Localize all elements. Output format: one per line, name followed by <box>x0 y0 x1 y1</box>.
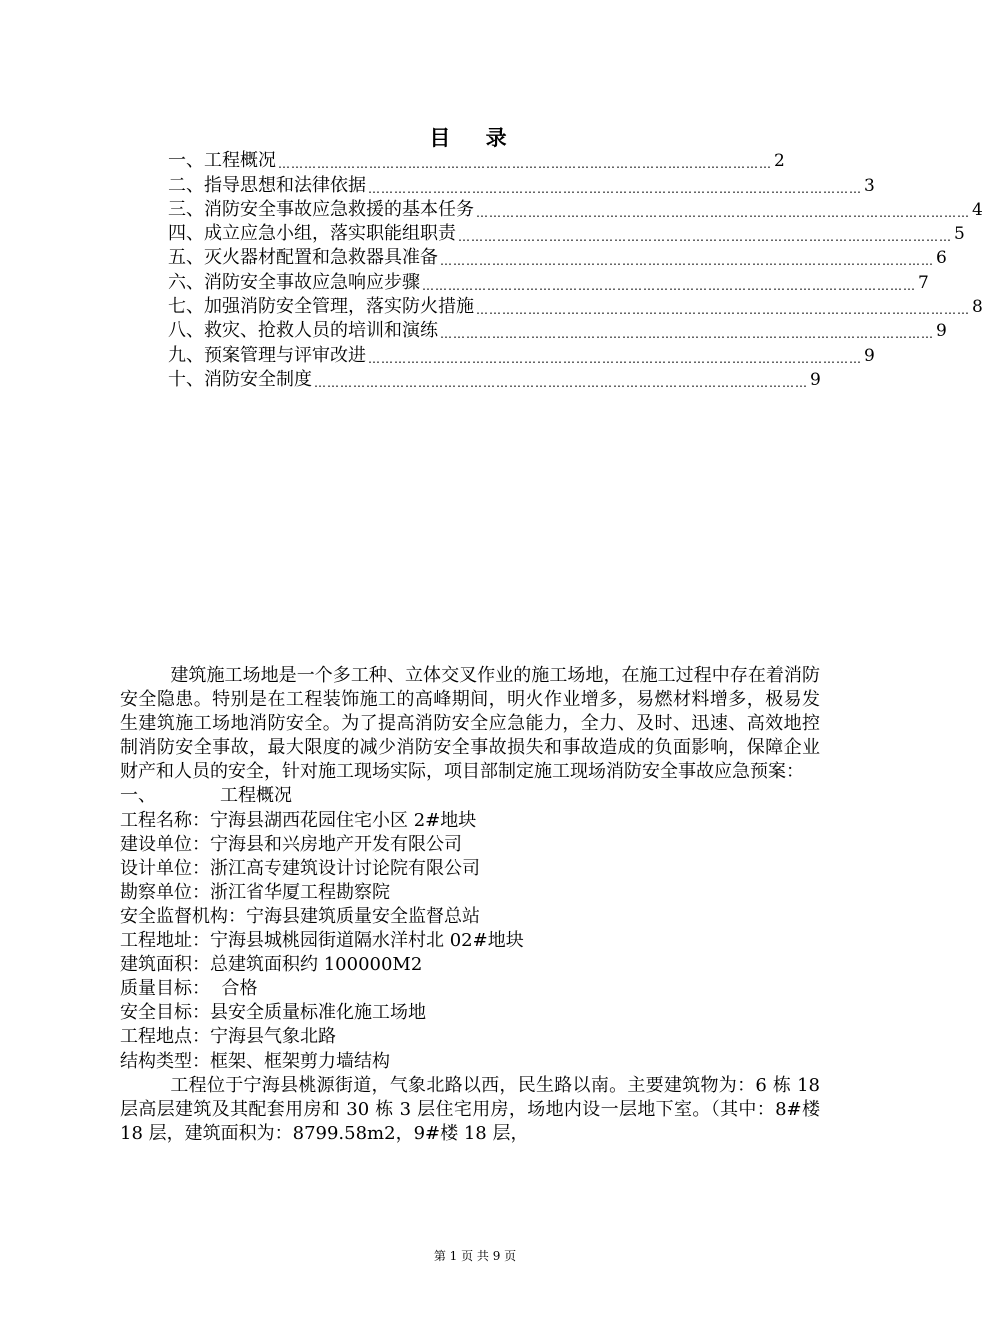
toc-item-label: 五、灭火器材配置和急救器具准备 <box>168 247 438 269</box>
toc-item-page: 8 <box>972 297 983 318</box>
toc-leader-dots: …………………………………………………………………………………………………… <box>440 327 934 342</box>
toc-item[interactable] <box>168 269 929 293</box>
info-value: 宁海县城桃园街道隔水洋村北 02#地块 <box>210 930 524 952</box>
info-line-designer <box>120 857 820 881</box>
info-label: 建设单位： <box>120 833 210 855</box>
toc-item[interactable] <box>168 172 875 196</box>
toc-leader-dots: …………………………………………………………………………………………………… <box>476 205 970 220</box>
toc-leader-dots: …………………………………………………………………………………………………… <box>368 351 862 366</box>
toc-item-page: 6 <box>936 248 947 269</box>
toc-leader-dots: …………………………………………………………………………………………………… <box>368 181 862 196</box>
info-value: 总建筑面积约 100000M2 <box>210 954 423 976</box>
toc-item[interactable] <box>168 342 875 366</box>
toc-item-page: 9 <box>936 321 947 342</box>
toc-leader-dots: …………………………………………………………………………………………………… <box>476 303 970 318</box>
info-line-safety-supervisor <box>120 905 820 929</box>
info-label: 工程地点： <box>120 1026 210 1048</box>
toc-item[interactable] <box>168 197 983 221</box>
toc-item-label: 二、指导思想和法律依据 <box>168 174 366 196</box>
toc-item[interactable] <box>168 318 947 342</box>
toc-item[interactable] <box>168 294 983 318</box>
info-label: 安全监督机构： <box>120 905 246 927</box>
toc-item-label: 七、加强消防安全管理，落实防火措施 <box>168 296 474 318</box>
info-value: 宁海县建筑质量安全监督总站 <box>246 905 480 927</box>
section-title: 工程概况 <box>220 785 292 807</box>
toc-item-page: 9 <box>864 345 875 366</box>
info-line-project-name <box>120 809 820 833</box>
toc-item[interactable] <box>168 367 821 391</box>
info-value: 浙江高专建筑设计讨论院有限公司 <box>210 857 480 879</box>
info-value: 合格 <box>210 978 258 1000</box>
info-label: 安全目标： <box>120 1002 210 1024</box>
document-body <box>120 664 820 1146</box>
toc-item-page: 2 <box>774 151 785 172</box>
info-line-location <box>120 1025 820 1049</box>
toc-title: 目 录 <box>429 125 521 150</box>
toc-leader-dots: …………………………………………………………………………………………………… <box>278 157 772 172</box>
toc-item[interactable] <box>168 148 785 172</box>
toc-item[interactable] <box>168 221 965 245</box>
toc-leader-dots: …………………………………………………………………………………………………… <box>422 278 916 293</box>
info-value: 县安全质量标准化施工场地 <box>210 1002 426 1024</box>
location-paragraph: 工程位于宁海县桃源街道，气象北路以西，民生路以南。主要建筑物为：6 栋 18 层高层建筑及其配套用房和 30 栋 3 层住宅用房，场地内设一层地下室。（其中：8#楼 18 层，建筑面积为：8799.58m2，9#楼 18 层， <box>120 1074 820 1144</box>
info-label: 质量目标： <box>120 978 210 1000</box>
info-line-safety-goal <box>120 1001 820 1025</box>
intro-paragraph: 建筑施工场地是一个多工种、立体交叉作业的施工场地，在施工过程中存在着消防安全隐患。特别是在工程装饰施工的高峰期间，明火作业增多，易燃材料增多，极易发生建筑施工场地消防安全。为了提高消防安全应急能力，全力、及时、迅速、高效地控制消防安全事故，最大限度的减少消防安全事故损失和事故造成的负面影响，保障企业财产和人员的安全，针对施工现场实际，项目部制定施工现场消防安全事故应急预案： <box>120 665 820 783</box>
info-value: 浙江省华厦工程勘察院 <box>210 881 390 903</box>
toc-item-page: 9 <box>810 369 821 390</box>
info-line-surveyor <box>120 881 820 905</box>
toc-item-label: 八、救灾、抢救人员的培训和演练 <box>168 320 438 342</box>
toc-item-page: 5 <box>954 224 965 245</box>
toc-item-label: 四、成立应急小组，落实职能组职责 <box>168 223 456 245</box>
toc-item-label: 六、消防安全事故应急响应步骤 <box>168 271 420 293</box>
info-label: 结构类型： <box>120 1050 210 1072</box>
toc-item-label: 三、消防安全事故应急救援的基本任务 <box>168 198 474 220</box>
page-footer: 第 1 页 共 9 页 <box>433 1249 517 1263</box>
toc-leader-dots: …………………………………………………………………………………………………… <box>440 254 934 269</box>
section-number: 一、 <box>120 785 156 807</box>
table-of-contents <box>168 148 983 391</box>
info-value: 宁海县气象北路 <box>210 1026 336 1048</box>
toc-item-page: 7 <box>918 272 929 293</box>
info-line-floor-area <box>120 953 820 977</box>
toc-leader-dots: …………………………………………………………………………………………………… <box>314 375 808 390</box>
info-label: 建筑面积： <box>120 954 210 976</box>
info-line-address <box>120 929 820 953</box>
toc-item[interactable] <box>168 245 947 269</box>
toc-item-label: 九、预案管理与评审改进 <box>168 344 366 366</box>
info-label: 工程地址： <box>120 930 210 952</box>
info-line-developer <box>120 833 820 857</box>
info-line-quality-goal <box>120 977 820 1001</box>
info-value: 宁海县和兴房地产开发有限公司 <box>210 833 462 855</box>
info-value: 框架、框架剪力墙结构 <box>210 1050 390 1072</box>
info-line-structure <box>120 1050 820 1074</box>
info-label: 工程名称： <box>120 809 210 831</box>
toc-item-page: 4 <box>972 199 983 220</box>
info-label: 设计单位： <box>120 857 210 879</box>
info-label: 勘察单位： <box>120 881 210 903</box>
toc-item-page: 3 <box>864 175 875 196</box>
info-value: 宁海县湖西花园住宅小区 2#地块 <box>210 809 477 831</box>
section-heading <box>120 784 820 808</box>
toc-item-label: 十、消防安全制度 <box>168 368 312 390</box>
toc-leader-dots: …………………………………………………………………………………………………… <box>458 230 952 245</box>
toc-item-label: 一、工程概况 <box>168 150 276 172</box>
